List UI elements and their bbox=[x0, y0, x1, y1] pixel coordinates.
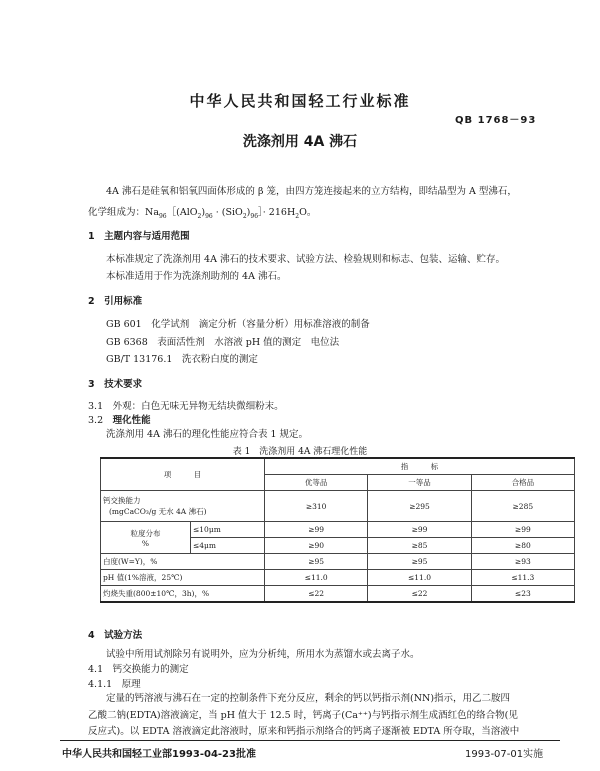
table-row bbox=[101, 586, 575, 603]
section-1-para-2: 本标准适用于作为洗涤剂助剂的 4A 沸石。 bbox=[106, 271, 287, 282]
table-cell: ≥95 bbox=[368, 554, 471, 570]
particle-10-cond: ≤10μm bbox=[191, 522, 265, 538]
table-cell: ≥85 bbox=[368, 538, 471, 554]
header-index: 指 标 bbox=[265, 458, 575, 475]
table-cell: ≥95 bbox=[265, 554, 368, 570]
implementation-date: 1993-07-01实施 bbox=[465, 749, 544, 760]
table-cell: ≤11.3 bbox=[471, 570, 574, 586]
table-cell: ≥99 bbox=[368, 522, 471, 538]
section-4-1-1-heading: 4.1.1 原理 bbox=[88, 679, 141, 690]
section-4-para-2: 定量的钙溶液与沸石在一定的控制条件下充分反应，剩余的钙以钙指示剂(NN)指示，用乙二胺四 bbox=[106, 693, 511, 704]
approval-note: 中华人民共和国轻工业部1993-04-23批准 bbox=[62, 749, 256, 760]
table-cell: ≥80 bbox=[471, 538, 574, 554]
table-cell: ≤11.0 bbox=[265, 570, 368, 586]
ph-label: pH 值(1%溶液，25℃) bbox=[101, 570, 265, 586]
section-4-1-heading: 4.1 钙交换能力的测定 bbox=[88, 664, 189, 675]
table-row bbox=[101, 570, 575, 586]
intro-line-1: 4A 沸石是硅氧和铝氧四面体形成的 β 笼，由四方笼连接起来的立方结构，即结晶型为 A 型沸石， bbox=[106, 186, 517, 197]
standard-code: QB 1768－93 bbox=[455, 115, 537, 126]
table-cell: ≥310 bbox=[265, 491, 368, 522]
section-2-heading: 2 引用标准 bbox=[88, 296, 143, 307]
table-cell: ≥90 bbox=[265, 538, 368, 554]
grade-first: 一等品 bbox=[368, 475, 471, 491]
table-cell: ≤22 bbox=[368, 586, 471, 603]
table-cell: ≤23 bbox=[471, 586, 574, 603]
reference-1: GB 601 化学试剂 滴定分析（容量分析）用标准溶液的制备 bbox=[106, 319, 370, 330]
section-3-item-2: 3.2 理化性能 bbox=[88, 415, 151, 426]
table-cell: ≤11.0 bbox=[368, 570, 471, 586]
table-cell: ≥285 bbox=[471, 491, 574, 522]
grade-premium: 优等品 bbox=[265, 475, 368, 491]
table-row bbox=[101, 491, 575, 522]
section-4-para-1: 试验中所用试剂除另有说明外，应为分析纯，所用水为蒸馏水或去离子水。 bbox=[106, 649, 420, 660]
document-title: 洗涤剂用 4A 沸石 bbox=[242, 134, 358, 150]
section-1-para-1: 本标准规定了洗涤剂用 4A 沸石的技术要求、试验方法、检验规则和标志、包装、运输、贮存。 bbox=[106, 254, 505, 265]
table-cell: ≥295 bbox=[368, 491, 471, 522]
table-row bbox=[101, 554, 575, 570]
loss-label: 灼烧失重(800±10℃，3h)，% bbox=[101, 586, 265, 603]
table-header-row bbox=[101, 458, 575, 475]
table-row bbox=[101, 522, 575, 538]
table-cell: ≥93 bbox=[471, 554, 574, 570]
section-4-para-4: 反应式)。以 EDTA 溶液滴定此溶液时，原来和钙指示剂络合的钙离子逐渐被 EDTA 所夺取，当溶液中 bbox=[88, 726, 520, 737]
table-cell: ≥99 bbox=[471, 522, 574, 538]
intro-line-2: 化学组成为：$Na_{96}[(AlO_2)_{96}$ · $(SiO_2)_{96}]\cdot 216H_2O$。 bbox=[88, 207, 317, 220]
footer-divider bbox=[60, 740, 560, 741]
section-4-para-3: 乙酸二钠(EDTA)溶液滴定，当 pH 值大于 12.5 时，钙离子(Ca⁺⁺)与钙指示剂生成酒红色的络合物(见 bbox=[88, 710, 518, 721]
properties-table bbox=[100, 457, 575, 603]
section-4-heading: 4 试验方法 bbox=[88, 630, 143, 641]
table-cell: ≥99 bbox=[265, 522, 368, 538]
reference-2: GB 6368 表面活性剂 水溶液 pH 值的测定 电位法 bbox=[106, 337, 340, 348]
particle-label: 粒度分布 % bbox=[101, 522, 191, 554]
particle-4-cond: ≤4μm bbox=[191, 538, 265, 554]
reference-3: GB/T 13176.1 洗衣粉白度的测定 bbox=[106, 354, 258, 365]
exchange-label: 钙交换能力 (mgCaCO₃/g 无水 4A 沸石) bbox=[101, 491, 265, 522]
section-3-item-2-text: 洗涤剂用 4A 沸石的理化性能应符合表 1 规定。 bbox=[106, 429, 309, 440]
header-item: 项 目 bbox=[101, 458, 265, 491]
table-caption: 表 1 洗涤剂用 4A 沸石理化性能 bbox=[232, 447, 368, 457]
table-cell: ≤22 bbox=[265, 586, 368, 603]
section-1-heading: 1 主题内容与适用范围 bbox=[88, 231, 190, 242]
section-3-heading: 3 技术要求 bbox=[88, 379, 143, 390]
standard-category: 中华人民共和国轻工行业标准 bbox=[189, 92, 411, 110]
whiteness-label: 白度(W=Y)，% bbox=[101, 554, 265, 570]
grade-qualified: 合格品 bbox=[471, 475, 574, 491]
section-3-item-1: 3.1 外观：白色无味无异物无结块微细粉末。 bbox=[88, 401, 284, 412]
